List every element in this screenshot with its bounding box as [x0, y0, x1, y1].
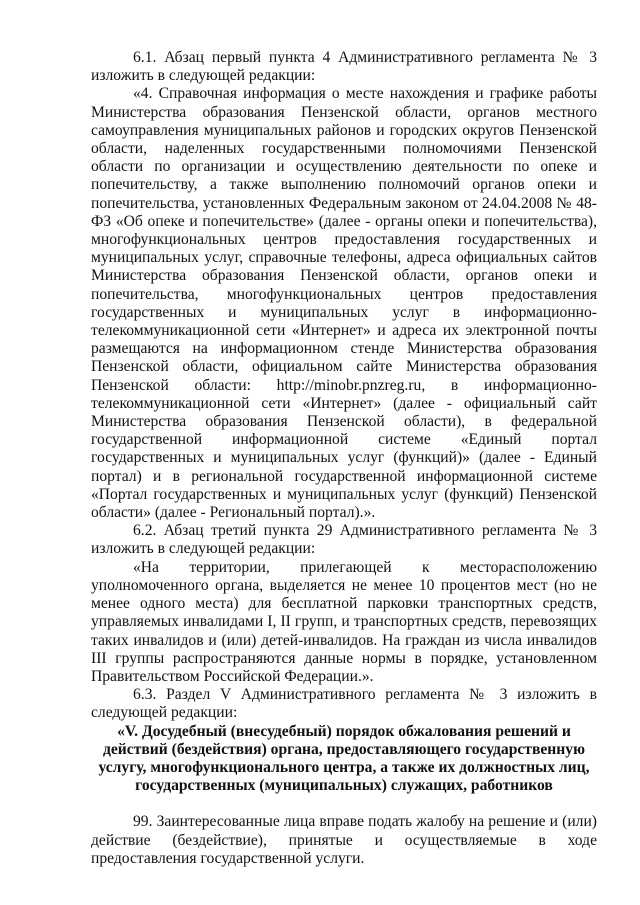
paragraph-6-1: 6.1. Абзац первый пункта 4 Административного регламента № 3 изложить в следующей редакции:	[91, 49, 597, 85]
paragraph-99: 99. Заинтересованные лица вправе подать жалобу на решение и (или) действие (бездействие), принятые и осуществляемые в ходе предоставления государственной услуги.	[91, 813, 597, 867]
document-page	[91, 49, 597, 868]
paragraph-quote-parking: «На территории, прилегающей к месторасположению уполномоченного органа, выделяется не менее 10 процентов мест (но не менее одного места) для бесплатной парковки транспортных средств, управляемых инвалидами I, II групп, и транспортных средств, перевозящих таких инвалидов и (или) детей-инвалидов. На граждан из числа инвалидов III группы распространяются данные нормы в порядке, установленном Правительством Российской Федерации.».	[91, 558, 597, 685]
paragraph-6-3: 6.3. Раздел V Административного регламента № 3 изложить в следующей редакции:	[91, 686, 597, 722]
paragraph-quote-4: «4. Справочная информация о месте нахождения и графике работы Министерства образования Пензенской области, органов местного самоуправления муниципальных районов и городских округов Пензенской области, наделенных государственными полномочиями Пензенской области по организации и осуществлению деятельности по опеке и попечительству, а также выполнению полномочий органов опеки и попечительства, установленных Федеральным законом от 24.04.2008 № 48-ФЗ «Об опеке и попечительстве» (далее - органы опеки и попечительства), многофункциональных центров предоставления государственных и муниципальных услуг, справочные телефоны, адреса официальных сайтов Министерства образования Пензенской области, органов опеки и попечительства, многофункциональных центров предоставления государственных и муниципальных услуг в информационно-телекоммуникационной сети «Интернет» и адреса их электронной почты размещаются на информационном стенде Министерства образования Пензенской области, официальном сайте Министерства образования Пензенской области: http://minobr.pnzreg.ru, в информационно-телекоммуникационной сети «Интернет» (далее - официальный сайт Министерства образования Пензенской области), в федеральной государственной информационной системе «Единый портал государственных и муниципальных услуг (функций)» (далее - Единый портал) и в региональной государственной информационной системе «Портал государственных и муниципальных услуг (функций) Пензенской области» (далее - Региональный портал).».	[91, 85, 597, 522]
section-v-heading: «V. Досудебный (внесудебный) порядок обжалования решений и действий (бездействия) органа, предоставляющего государственную услугу, многофункционального центра, а также их должностных лиц, государственных (муниципальных) служащих, работников	[98, 722, 590, 795]
spacer	[91, 795, 597, 813]
paragraph-6-2: 6.2. Абзац третий пункта 29 Административного регламента № 3 изложить в следующей редакции:	[91, 522, 597, 558]
